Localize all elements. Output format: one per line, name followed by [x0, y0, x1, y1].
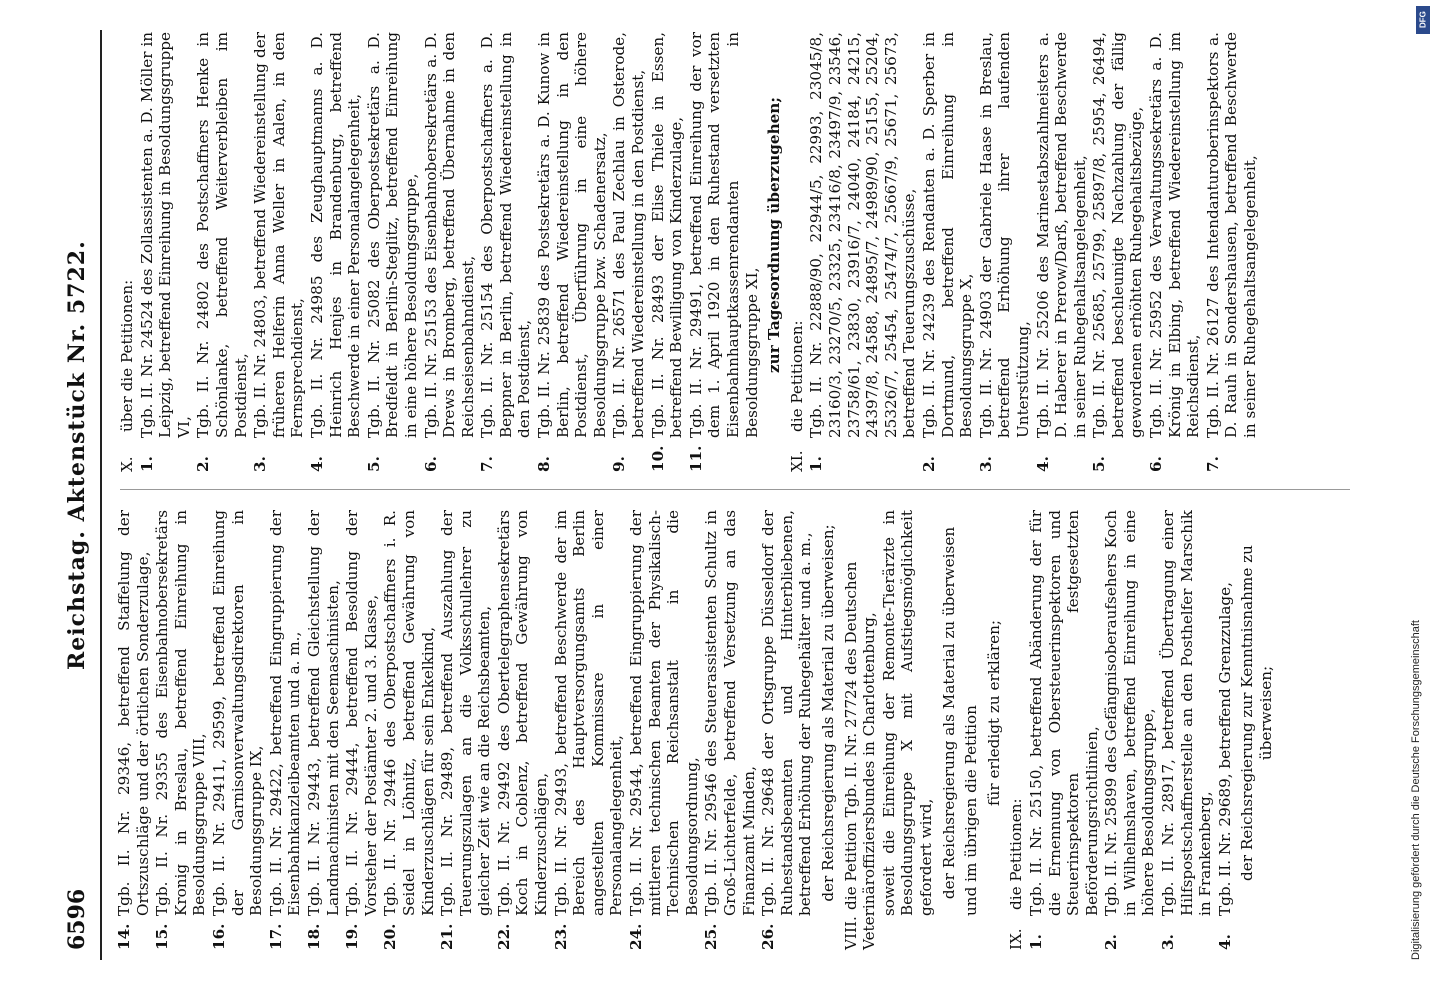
petition-text: Tgb. II. Nr. 29446 des Oberpostschaffners i. R. Seidel in Löhnitz, betreffend Gewährung von Kinderzuschlägen für sein Enkelkind,: [381, 510, 437, 916]
petition-number: 6.: [1147, 456, 1166, 472]
petition-text: Tgb. II. Nr. 25206 des Marinestabszahlmeisters a. D. Haberer in Prerow/Darß, betreffend Beschwerde in seiner Ruhegehaltsangelegenheit,: [1033, 32, 1089, 438]
petition-number: 3.: [251, 456, 270, 472]
petition-number: 5.: [1090, 456, 1109, 472]
digitization-credit: Digitalisierung gefördert durch die Deutsche Forschungsgemeinschaft: [1410, 620, 1422, 960]
left-column: [115, 510, 1280, 950]
petition-item: [365, 32, 421, 472]
petition-item: [267, 510, 304, 950]
petition-number: 11.: [686, 445, 705, 472]
petition-text: Tgb. II. Nr. 29546 des Steuerassistenten Schultz in Groß-Lichterfelde, betreffend Versetzung an das Finanzamt Minden,: [702, 510, 758, 916]
petition-number: 1.: [137, 456, 156, 472]
petition-text: Tgb. II. Nr. 25154 des Oberpostschaffners a. D. Beppner in Berlin, betreffend Wiedereinstellung in den Postdienst,: [478, 32, 534, 438]
petition-item: [1159, 510, 1215, 950]
petition-number: 8.: [535, 456, 554, 472]
section-viii-condition: soweit die Einreihung der Remonte-Tierärzte in Besoldungsgruppe X mit Aufstiegsmöglichkeit gefordert wird,: [879, 510, 935, 916]
rotated-page-content: [60, 30, 1390, 960]
petition-item: [649, 32, 686, 472]
petition-number: 20.: [381, 923, 400, 950]
resolution-ix: der Reichsregierung zur Kenntnisnahme zu überweisen;: [1238, 545, 1276, 881]
petition-item: [308, 32, 364, 472]
petition-text: Tgb. II. Nr. 29689, betreffend Grenzzulage,: [1215, 582, 1234, 916]
petition-number: 7.: [1203, 456, 1222, 472]
petition-text: Tgb. II. Nr. 25839 des Postsekretärs a. D. Kunow in Berlin, betreffend Wiedereinstellung in den Postdienst, Überführung in eine höhere Besoldungsgruppe bzw. Schadenersatz,: [535, 32, 609, 438]
petition-text: Tgb. II. Nr. 24803, betreffend Wiedereinstellung der früheren Helferin Anna Weller in Aalen, in den Fernsprechdienst,: [251, 32, 307, 438]
section-x-text: über die Petitionen:: [118, 279, 136, 432]
petition-text: Tgb. II. Nr. 24524 des Zollassistenten a. D. Möller in Leipzig, betreffend Einreihung in Besoldungsgruppe VI,: [137, 32, 193, 438]
petition-text: Tgb. II. Nr. 29443, betreffend Gleichstellung der Landmachinisten mit den Seemaschinisten,: [304, 510, 342, 916]
petition-list-xi: [807, 32, 1259, 472]
petition-item: [210, 510, 266, 950]
petition-item: [610, 32, 647, 472]
petition-text: Tgb. II. Nr. 29648 der Ortsgruppe Düsseldorf der Ruhestandsbeamten und Hinterbliebenen, betreffend Erhöhung der Ruhegehälter und a. m.,: [759, 510, 815, 916]
page-number: 6596: [64, 888, 90, 950]
petition-number: 22.: [494, 923, 513, 950]
section-ix-label: IX.: [1007, 928, 1026, 950]
petition-item: [1090, 32, 1146, 472]
petition-item: [138, 32, 194, 472]
header-rule: [100, 30, 102, 960]
petition-number: 4.: [307, 456, 326, 472]
petition-text: Tgb. II. Nr. 29346, betreffend Staffelung der Ortszuschläge und der örtlichen Sonderzulage,: [115, 510, 152, 916]
resolution-x: zur Tagesordnung überzugehen;: [765, 97, 784, 373]
petition-text: Tgb. II. Nr. 29422, betreffend Eingruppierung der Eisenbahnkanzleibeamten und a. m.,: [266, 510, 304, 916]
petition-item: [552, 510, 626, 950]
petition-item: [535, 32, 609, 472]
petition-number: 14.: [115, 923, 133, 950]
right-column: [115, 32, 1261, 472]
petition-text: Tgb. II. Nr. 25952 des Verwaltungssekretärs a. D. Krönig in Elbing, betreffend Wiedereinstellung im Reichsdienst,: [1147, 32, 1203, 438]
petition-item: [495, 510, 551, 950]
petition-item: [478, 32, 534, 472]
petition-item: [1102, 510, 1158, 950]
petition-text: Tgb. II. Nr. 25150, betreffend Abänderung der für die Ernennung von Obersteuerinspektoren und Steuerinspektoren festgesetzten Beförderungsrichtlinien,: [1026, 510, 1101, 916]
page-header: [60, 30, 100, 960]
petition-number: 24.: [627, 923, 646, 950]
petition-item: [627, 510, 701, 950]
petition-number: 6.: [421, 456, 440, 472]
petition-number: 1.: [807, 456, 826, 472]
petition-number: 15.: [153, 923, 172, 950]
petition-item: [920, 32, 976, 472]
petition-text: Tgb. II. Nr. 26571 des Paul Zechlau in Osterode, betreffend Wiedereinstellung in den Postdienst,: [610, 32, 648, 438]
dfg-logo: DFG: [1416, 6, 1430, 34]
petition-number: 16.: [209, 923, 228, 950]
petition-text: Tgb. II. Nr. 25685, 25799, 25897/8, 25954, 26494, betreffend beschleunigte Nachzahlung der fällig gewordenen erhöhten Ruhegehaltsbezüge,: [1090, 32, 1146, 438]
section-viii-label: VIII.: [841, 916, 860, 950]
petition-item: [1216, 510, 1235, 950]
petition-number: 7.: [478, 456, 497, 472]
petition-item: [807, 32, 919, 472]
petition-text: Tgb. II. Nr. 29493, betreffend Beschwerde der im Bereich des Hauptversorgungsamts Berlin angestellten Kommissare in einer Personalangelegenheit,: [551, 510, 626, 916]
section-viii: [842, 510, 879, 950]
petition-text: Tgb. II. Nr. 26127 des Intendanturoberinspektors a. D. Rauh in Sondershausen, betreffend Beschwerde in seiner Ruhegehaltsangelegenheit,: [1203, 32, 1260, 438]
petition-text: Tgb. II. Nr. 24802 des Postschaffners Henke in Schönlanke, betreffend Weiterverbleiben im Postdienst,: [194, 32, 250, 438]
petition-list-a: [115, 510, 815, 950]
petition-number: 2.: [194, 456, 213, 472]
petition-text: Tgb. II. Nr. 29355 des Eisenbahnobersekretärs Kronig in Breslau, betreffend Einreihung in Besoldungsgruppe VIII,: [153, 510, 209, 916]
page-title: Reichstag. Aktenstück Nr. 5722.: [64, 240, 90, 670]
section-x-label: X.: [118, 456, 136, 472]
section-x: [118, 32, 137, 472]
petition-item: [422, 32, 478, 472]
section-ix: [1007, 510, 1026, 950]
petition-number: 4.: [1033, 456, 1052, 472]
petition-item: [977, 32, 1033, 472]
petition-number: 21.: [438, 923, 457, 950]
petition-list-x: [138, 32, 762, 472]
petition-item: [687, 32, 761, 472]
resolution-material: der Reichsregierung als Material zu überweisen;: [818, 524, 837, 902]
column-divider: [120, 489, 1350, 490]
petition-text: Tgb. II. Nr. 28917, betreffend Übertragung einer Hilfspostschaffnerstelle an den Posthelfer Marschik in Frankenberg,: [1159, 510, 1215, 916]
petition-item: [305, 510, 342, 950]
petition-number: 17.: [266, 923, 285, 950]
petition-text: Tgb. II. Nr. 24903 der Gabriele Haase in Breslau, betreffend Erhöhung ihrer laufenden Unterstützung,: [976, 32, 1032, 438]
petition-number: 9.: [610, 456, 629, 472]
petition-text: Tgb. II. Nr. 28493 der Elise Thiele in Essen, betreffend Bewilligung von Kinderzulage,: [648, 32, 686, 438]
petition-item: [759, 510, 815, 950]
petition-item: [1027, 510, 1101, 950]
petition-text: Tgb. II. Nr. 24239 des Rendanten a. D. Sperber in Dortmund, betreffend Einreihung in Besoldungsgruppe X,: [919, 32, 976, 438]
petition-text: Tgb. II. Nr. 29492 des Obertelegraphensekretärs Koch in Coblenz, betreffend Gewährung von Kinderzuschlägen,: [494, 510, 551, 916]
petition-number: 25.: [702, 923, 721, 950]
petition-number: 26.: [759, 923, 778, 950]
petition-item: [1147, 32, 1203, 472]
petition-item: [438, 510, 494, 950]
petition-text: Tgb. II. Nr. 29491, betreffend Einreihung der vor dem 1. April 1920 in den Ruhestand versetzten Eisenbahnhauptkassenrendanten in Besoldungsgruppe XI,: [686, 32, 761, 438]
petition-item: [1034, 32, 1090, 472]
petition-number: 3.: [976, 456, 995, 472]
petition-item: [194, 32, 250, 472]
petition-number: 5.: [364, 456, 383, 472]
petition-text: Tgb. II. Nr. 29411, 29599, betreffend Einreihung der Garnisonverwaltungsdirektoren in Besoldungsgruppe IX,: [209, 510, 266, 916]
petition-number: 1.: [1026, 934, 1045, 950]
petition-text: Tgb. II. Nr. 22888/90, 22944/5, 22993, 23045/8, 23160/3, 23270/5, 23325, 23416/8, 23497/9, 23546, 23758/61, 23830, 23916/7, 24040, 24184, 24215, 24397/8, 24588, 24895/7, 24989/90, 25155, 25204, 25326/7, 25454, 25474/7, 25667/9, 25671, 25673, betreffend Teuerungszuschüsse,: [807, 32, 919, 438]
section-ix-text: die Petitionen:: [1007, 798, 1026, 910]
petition-number: 19.: [343, 923, 362, 950]
section-viii-middle: und im übrigen die Petition: [962, 705, 981, 916]
petition-number: 18.: [304, 923, 323, 950]
petition-item: [251, 32, 307, 472]
petition-number: 3.: [1159, 934, 1178, 950]
petition-text: Tgb. II. Nr. 29544, betreffend Eingruppierung der mittleren technischen Beamten der Physikalisch-Technischen Reichsanstalt in die Besoldungsordnung,: [627, 510, 701, 916]
petition-text: Tgb. II. Nr. 25899 des Gefängnisoberaufsehers Koch in Wilhelmshaven, betreffend Einreihung in eine höhere Besoldungsgruppe,: [1102, 510, 1158, 916]
petition-number: 23.: [551, 923, 570, 950]
petition-item: [115, 510, 152, 950]
petition-number: 4.: [1215, 934, 1234, 950]
petition-item: [153, 510, 209, 950]
section-viii-resolution-1: der Reichsregierung als Material zu überweisen: [939, 526, 958, 900]
section-viii-resolution-2: für erledigt zu erklären;: [984, 620, 1003, 806]
petition-number: 10.: [648, 445, 667, 472]
section-viii-text: die Petition Tgb. II. Nr. 27724 des Deutschen Veterinäroffiziersbundes in Charlottenburg,: [841, 561, 879, 950]
petition-item: [702, 510, 758, 950]
section-xi-text: die Petitionen:: [787, 320, 806, 432]
petition-text: Tgb. II. Nr. 25082 des Oberpostsekretärs a. D. Bredfeldt in Berlin-Steglitz, betreffend Einreihung in eine höhere Besoldungsgruppe,: [364, 32, 420, 438]
petition-text: Tgb. II. Nr. 29489, betreffend Auszahlung der Teuerungszulagen an die Volksschullehrer zu gleicher Zeit wie an die Reichsbeamten,: [438, 510, 494, 916]
petition-text: Tgb. II. Nr. 29444, betreffend Besoldung der Vorsteher der Postämter 2. und 3. Klasse,: [343, 510, 380, 916]
petition-item: [1204, 32, 1260, 472]
section-xi-label: XI.: [787, 450, 806, 472]
section-xi: [788, 32, 807, 472]
petition-list-ix: [1027, 510, 1235, 950]
petition-item: [381, 510, 437, 950]
petition-text: Tgb. II. Nr. 24985 des Zeughauptmanns a. D. Heinrich Henjes in Brandenburg, betreffend Beschwerde in einer Personalangelegenheit,: [307, 32, 364, 438]
petition-text: Tgb. II. Nr. 25153 des Eisenbahnobersekretärs a. D. Drews in Bromberg, betreffend Übernahme in den Reichseisenbahndienst,: [421, 32, 477, 438]
petition-number: 2.: [1102, 934, 1121, 950]
petition-item: [343, 510, 380, 950]
petition-number: 2.: [919, 456, 938, 472]
